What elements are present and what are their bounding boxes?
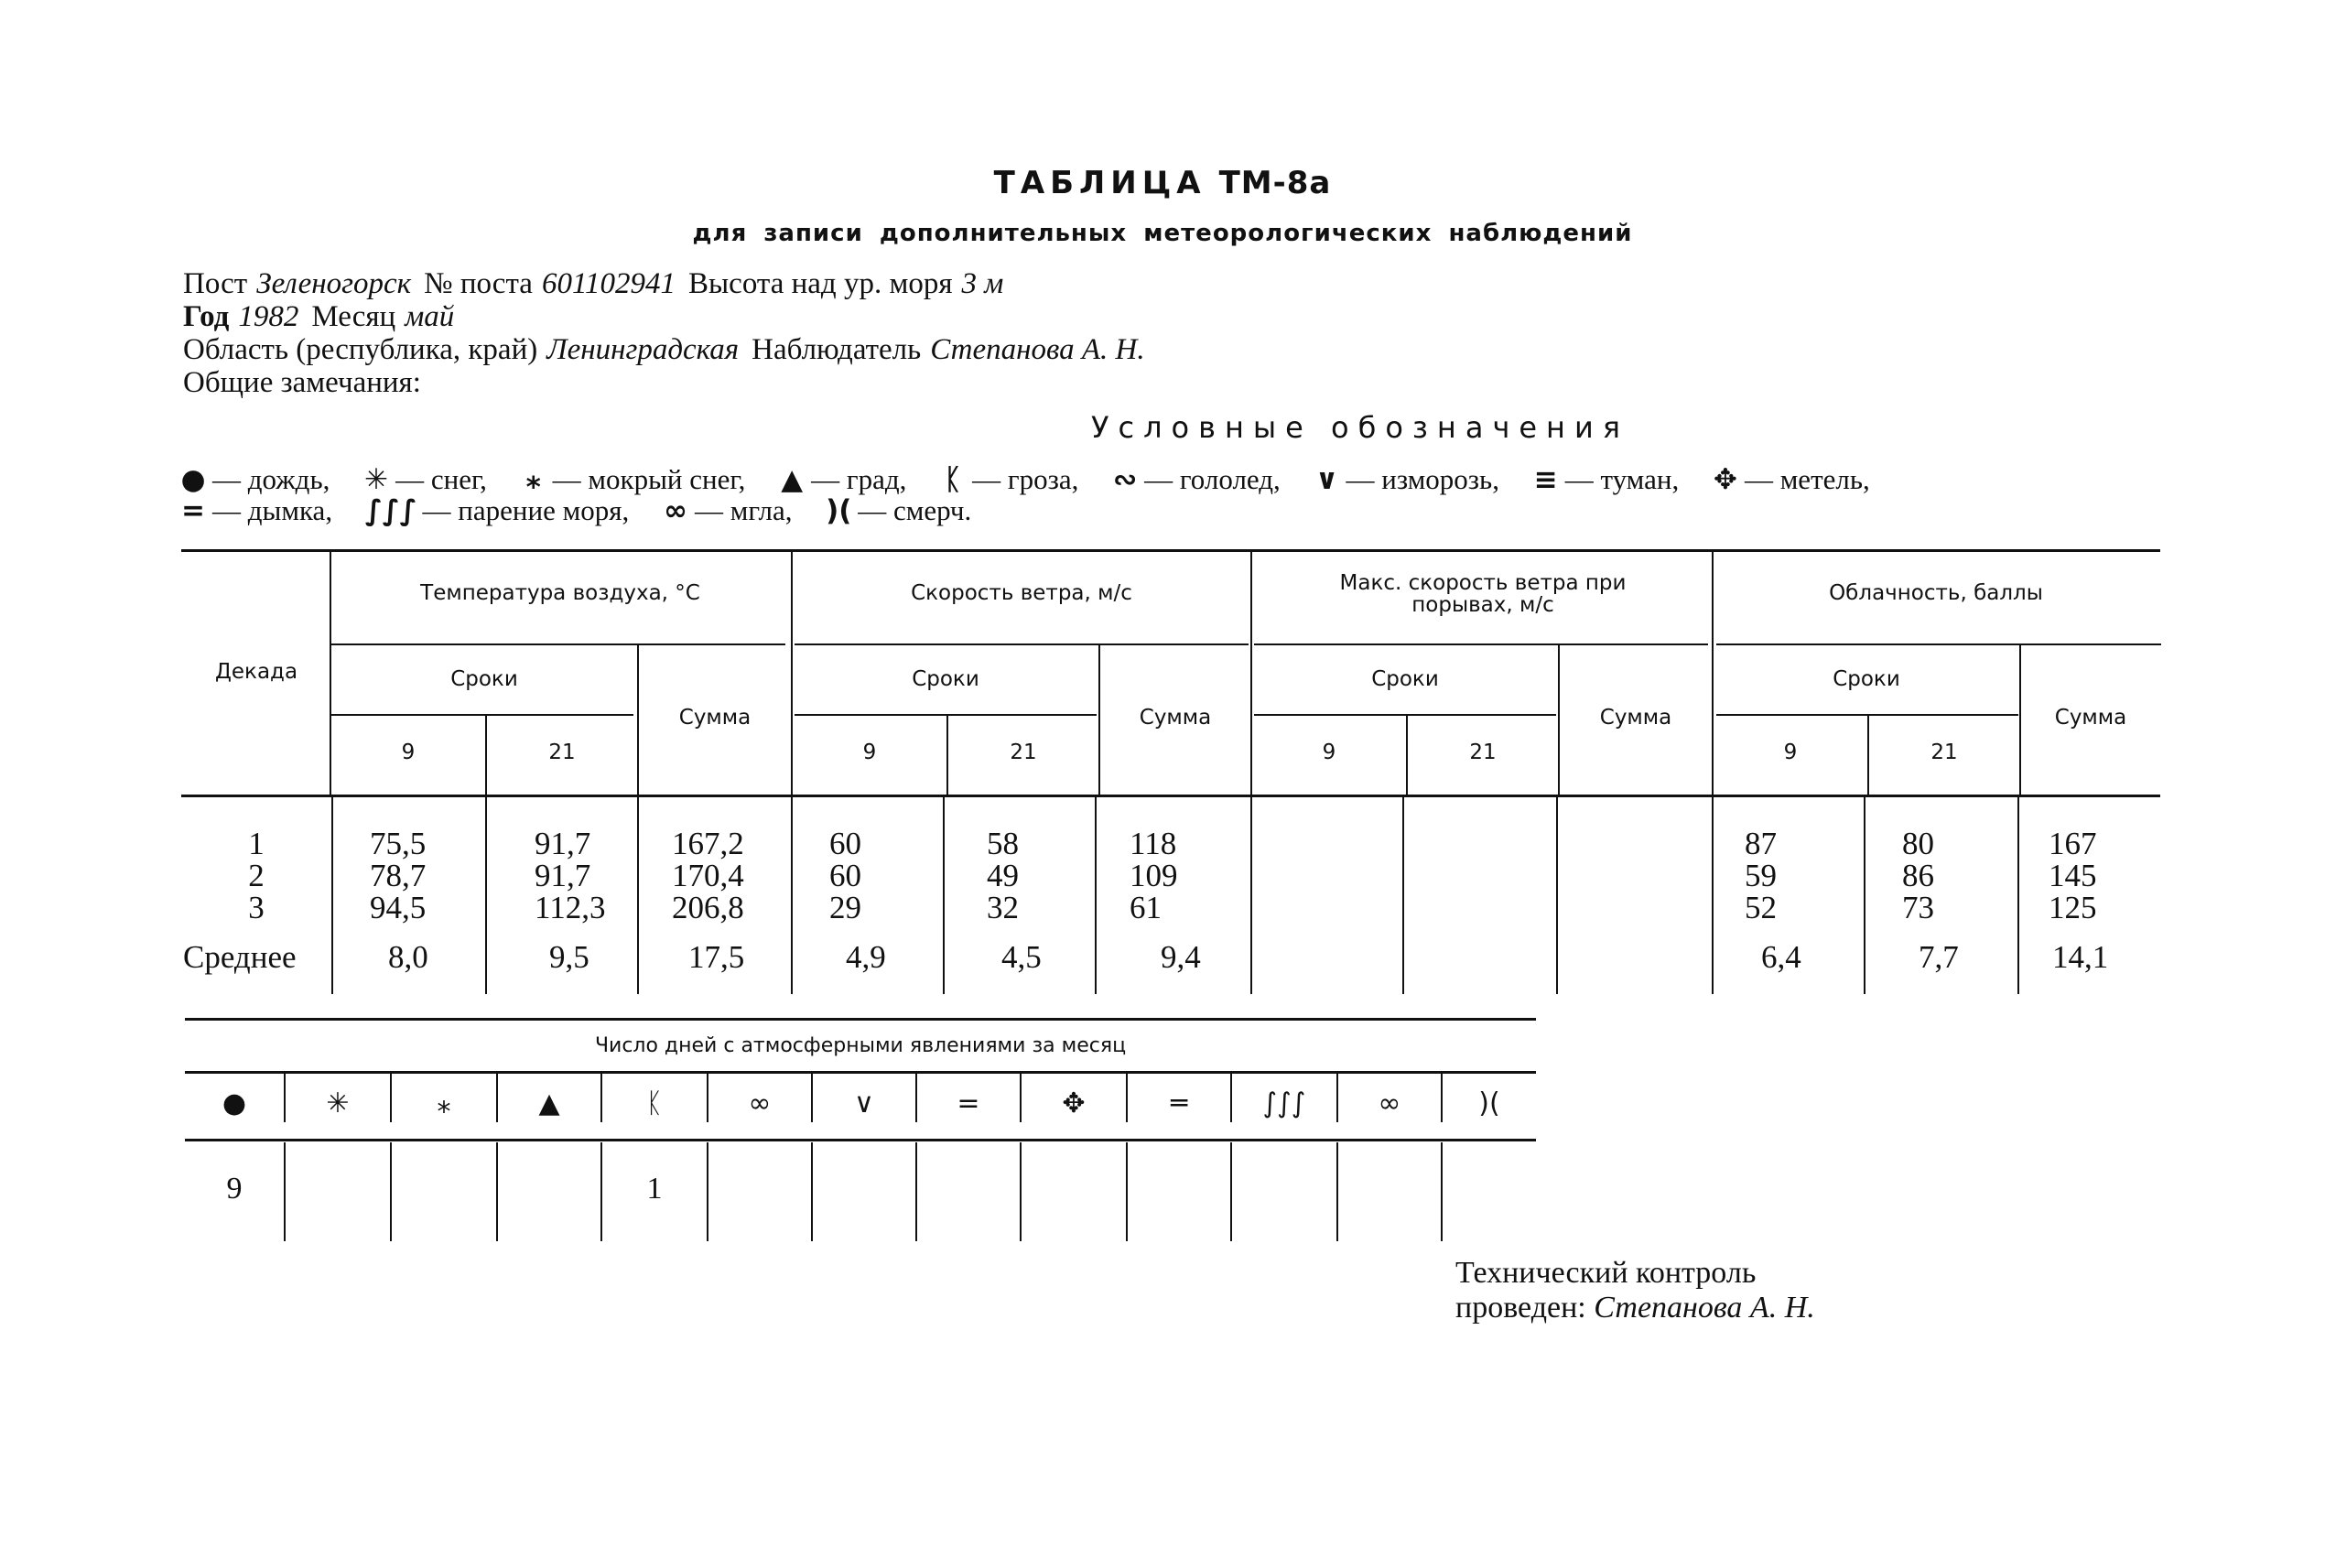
height-value: 3 м [961, 267, 1004, 300]
haze-icon: ═ [1170, 1087, 1188, 1119]
rime-icon: ∨ [1314, 463, 1339, 496]
phen-col-rule [707, 1073, 708, 1122]
cloud-9-cell: 87 [1745, 826, 1777, 861]
phen-col-rule [915, 1073, 917, 1122]
col-rule [1402, 797, 1404, 994]
wind-sum-avg: 9,4 [1161, 939, 1201, 975]
terms-rule [331, 714, 633, 716]
blizzard-icon: ✥ [1713, 463, 1737, 496]
temp-sum-cell: 206,8 [672, 890, 744, 925]
wind-9-cell: 60 [829, 826, 861, 861]
year-value: 1982 [238, 300, 299, 333]
legend-item [362, 463, 487, 496]
legend-text: — изморозь, [1346, 463, 1499, 495]
month-value: май [405, 300, 455, 333]
glaze-icon: ∞ [748, 1087, 772, 1119]
post-no-value: 601102941 [541, 267, 676, 300]
temp-21-cell: 91,7 [535, 826, 591, 861]
col-rule [331, 797, 333, 994]
phen-col-rule [390, 1073, 392, 1122]
phen-col-rule [1020, 1142, 1022, 1241]
sum-label: Сумма [2054, 706, 2127, 730]
hail-icon: ▲ [781, 463, 804, 496]
col-rule [485, 797, 487, 994]
col-rule [1095, 797, 1097, 994]
legend-item [179, 494, 332, 527]
term-9: 9 [1322, 741, 1336, 764]
legend-item [1532, 463, 1679, 496]
cloud-9-avg: 6,4 [1761, 939, 1801, 975]
control-label: проведен: [1455, 1291, 1586, 1325]
group-rule [1254, 643, 1708, 645]
legend-text: — метель, [1744, 463, 1870, 495]
phen-col-rule [284, 1073, 286, 1122]
phen-col-rule [811, 1142, 813, 1241]
legend-item [825, 494, 971, 527]
term-9: 9 [401, 741, 416, 764]
temp-21-cell: 112,3 [535, 890, 606, 925]
legend-line-2 [179, 494, 2147, 527]
post-value: Зеленогорск [256, 267, 412, 300]
temp-9-cell: 94,5 [370, 890, 427, 925]
group-rule [331, 643, 785, 645]
snow-icon: ✳ [326, 1087, 350, 1119]
technical-control [1455, 1256, 1815, 1325]
phen-col-rule [707, 1142, 708, 1241]
glaze-icon: ∾ [1113, 463, 1138, 496]
wind-21-avg: 4,5 [1001, 939, 1042, 975]
sum-label: Сумма [1139, 706, 1212, 730]
meta-year-line [183, 300, 454, 333]
cloud-sum-cell: 125 [2049, 890, 2097, 925]
control-line-2 [1455, 1291, 1815, 1325]
temp-21-cell: 91,7 [535, 858, 591, 893]
temp-9-cell: 75,5 [370, 826, 427, 861]
cloud-9-cell: 59 [1745, 858, 1777, 893]
legend-text: — дождь, [212, 463, 330, 495]
legend-text: — парение моря, [422, 494, 630, 526]
legend-text: — смерч. [858, 494, 972, 526]
col-rule [1712, 797, 1714, 994]
legend-line-1 [179, 463, 2147, 496]
average-label: Среднее [183, 939, 297, 975]
legend-text: — гроза, [972, 463, 1079, 495]
control-line-1: Технический контроль [1455, 1256, 1757, 1290]
phenomena-title: Число дней с атмосферными явлениями за месяц [594, 1034, 1127, 1057]
term-21: 21 [548, 741, 576, 764]
phen-col-rule [1336, 1142, 1338, 1241]
cloud-21-cell: 73 [1902, 890, 1934, 925]
observer-value: Степанова А. Н. [930, 333, 1145, 366]
legend-item [365, 494, 629, 527]
wind-21-cell: 32 [987, 890, 1019, 925]
phen-col-rule [496, 1142, 498, 1241]
temp-sum-cell: 170,4 [672, 858, 744, 893]
col-rule [791, 797, 793, 994]
cloud-sum-cell: 145 [2049, 858, 2097, 893]
legend-text: — гололед, [1144, 463, 1281, 495]
phen-col-rule [811, 1073, 813, 1122]
temp-9-cell: 78,7 [370, 858, 427, 893]
legend-item [662, 494, 793, 527]
decade-cell: 1 [248, 826, 265, 861]
tornado-icon: )( [826, 494, 852, 527]
post-label: Пост [183, 267, 248, 300]
region-label: Область (республика, край) [183, 333, 538, 366]
phen-col-rule [1336, 1073, 1338, 1122]
legend-item [1314, 463, 1499, 496]
temp-9-avg: 8,0 [388, 939, 428, 975]
wind-9-cell: 60 [829, 858, 861, 893]
group-header-wind: Скорость ветра, м/с [911, 581, 1132, 605]
cloud-sum-avg: 14,1 [2052, 939, 2109, 975]
decade-cell: 2 [248, 858, 265, 893]
cloud-sum-cell: 167 [2049, 826, 2097, 861]
cloud-21-cell: 86 [1902, 858, 1934, 893]
phen-col-rule [1230, 1142, 1232, 1241]
cloud-9-cell: 52 [1745, 890, 1777, 925]
rain-icon: ● [180, 463, 206, 496]
decade-cell: 3 [248, 890, 265, 925]
col-rule [1556, 797, 1558, 994]
sum-label: Сумма [1599, 706, 1672, 730]
phen-col-rule [1441, 1142, 1443, 1241]
remarks-label: Общие замечания: [183, 366, 421, 399]
terms-rule [1254, 714, 1556, 716]
legend-item [179, 463, 330, 496]
term-9: 9 [1783, 741, 1798, 764]
phen-top-rule [185, 1018, 1536, 1021]
col-rule [637, 797, 639, 994]
fog-icon: ≡ [1533, 463, 1558, 496]
group-rule [1716, 643, 2161, 645]
observer-label: Наблюдатель [752, 333, 922, 366]
wind-sum-cell: 118 [1130, 826, 1177, 861]
mist-icon: ∞ [664, 494, 687, 527]
phen-col-rule [1126, 1142, 1128, 1241]
legend-text: — туман, [1564, 463, 1680, 495]
legend-title: Условные обозначения [1090, 410, 1629, 445]
phen-col-rule [915, 1142, 917, 1241]
group-header-temperature: Температура воздуха, °С [420, 581, 700, 605]
terms-label: Сроки [1833, 667, 1900, 691]
thunderstorm-icon: ᛕ [646, 1087, 663, 1119]
wet-snow-icon: ⁎ [437, 1087, 451, 1119]
phen-mid-rule [185, 1071, 1536, 1074]
wind-21-cell: 58 [987, 826, 1019, 861]
phen-col-rule [1441, 1073, 1443, 1122]
legend-text: — мокрый снег, [552, 463, 746, 495]
phen-col-rule [1126, 1073, 1128, 1122]
wind-9-cell: 29 [829, 890, 861, 925]
fog-icon: = [957, 1087, 980, 1119]
col-rule [1864, 797, 1865, 994]
wind-21-cell: 49 [987, 858, 1019, 893]
legend-item [1712, 463, 1870, 496]
rime-icon: ∨ [854, 1087, 874, 1119]
height-label: Высота над ур. моря [688, 267, 953, 300]
legend-text: — дымка, [212, 494, 333, 526]
col-rule [1250, 797, 1252, 994]
mist-icon: ∞ [1378, 1087, 1401, 1119]
legend-item [1111, 463, 1281, 496]
legend-item [778, 463, 906, 496]
legend-text: — град, [811, 463, 907, 495]
phen-col-rule [496, 1073, 498, 1122]
temp-sum-avg: 17,5 [688, 939, 745, 975]
cloud-21-avg: 7,7 [1919, 939, 1959, 975]
post-no-label: № поста [424, 267, 533, 300]
terms-rule [795, 714, 1097, 716]
phen-col-rule [600, 1073, 602, 1122]
form-code: ТМ-8а [1218, 165, 1332, 201]
thunderstorm-days: 1 [646, 1172, 663, 1206]
control-name: Степанова А. Н. [1594, 1291, 1815, 1325]
temp-21-avg: 9,5 [549, 939, 589, 975]
sea-smoke-icon: ∫∫∫ [364, 494, 417, 527]
tornado-icon: )( [1478, 1087, 1500, 1119]
month-label: Месяц [311, 300, 396, 333]
page-subtitle: для записи дополнительных метеорологических наблюдений [692, 220, 1633, 247]
group-header-gust: Макс. скорость ветра при порывах, м/с [1339, 571, 1627, 617]
terms-label: Сроки [1371, 667, 1439, 691]
group-header-cloud: Облачность, баллы [1829, 581, 2043, 605]
legend-text: — снег, [395, 463, 487, 495]
wind-9-avg: 4,9 [846, 939, 886, 975]
phen-col-rule [1230, 1073, 1232, 1122]
col-rule [943, 797, 945, 994]
sea-smoke-icon: ∫∫∫ [1262, 1087, 1306, 1119]
term-9: 9 [862, 741, 877, 764]
terms-label: Сроки [450, 667, 518, 691]
legend-item [520, 463, 746, 496]
hail-icon: ▲ [538, 1087, 560, 1119]
decade-header: Декада [214, 660, 298, 684]
haze-icon: = [181, 494, 205, 527]
rain-icon: ● [222, 1087, 247, 1119]
cloud-21-cell: 80 [1902, 826, 1934, 861]
term-21: 21 [1930, 741, 1958, 764]
phen-col-rule [1020, 1073, 1022, 1122]
meta-region-line [183, 333, 1145, 366]
year-label: Год [183, 300, 230, 333]
snow-icon: ✳ [364, 463, 389, 496]
wet-snow-icon: ⁎ [525, 463, 541, 496]
table-top-rule [181, 549, 2160, 552]
region-value: Ленинградская [546, 333, 740, 366]
legend-text: — мгла, [694, 494, 793, 526]
title-word: ТАБЛИЦА [993, 165, 1206, 201]
terms-label: Сроки [912, 667, 979, 691]
temp-sum-cell: 167,2 [672, 826, 744, 861]
term-21: 21 [1469, 741, 1497, 764]
phen-col-rule [390, 1142, 392, 1241]
phen-bottom-rule [185, 1139, 1536, 1141]
phen-col-rule [284, 1142, 286, 1241]
legend-item [939, 463, 1078, 496]
wind-sum-cell: 61 [1130, 890, 1162, 925]
term-21: 21 [1010, 741, 1037, 764]
wind-sum-cell: 109 [1130, 858, 1178, 893]
meta-remarks-line [183, 366, 421, 399]
thunderstorm-icon: ᛕ [944, 463, 962, 496]
page-title [0, 165, 2325, 201]
group-rule [795, 643, 1249, 645]
sum-label: Сумма [678, 706, 752, 730]
col-rule [2017, 797, 2019, 994]
blizzard-icon: ✥ [1062, 1087, 1086, 1119]
meta-post-line [183, 267, 1003, 300]
rain-days: 9 [226, 1172, 243, 1206]
